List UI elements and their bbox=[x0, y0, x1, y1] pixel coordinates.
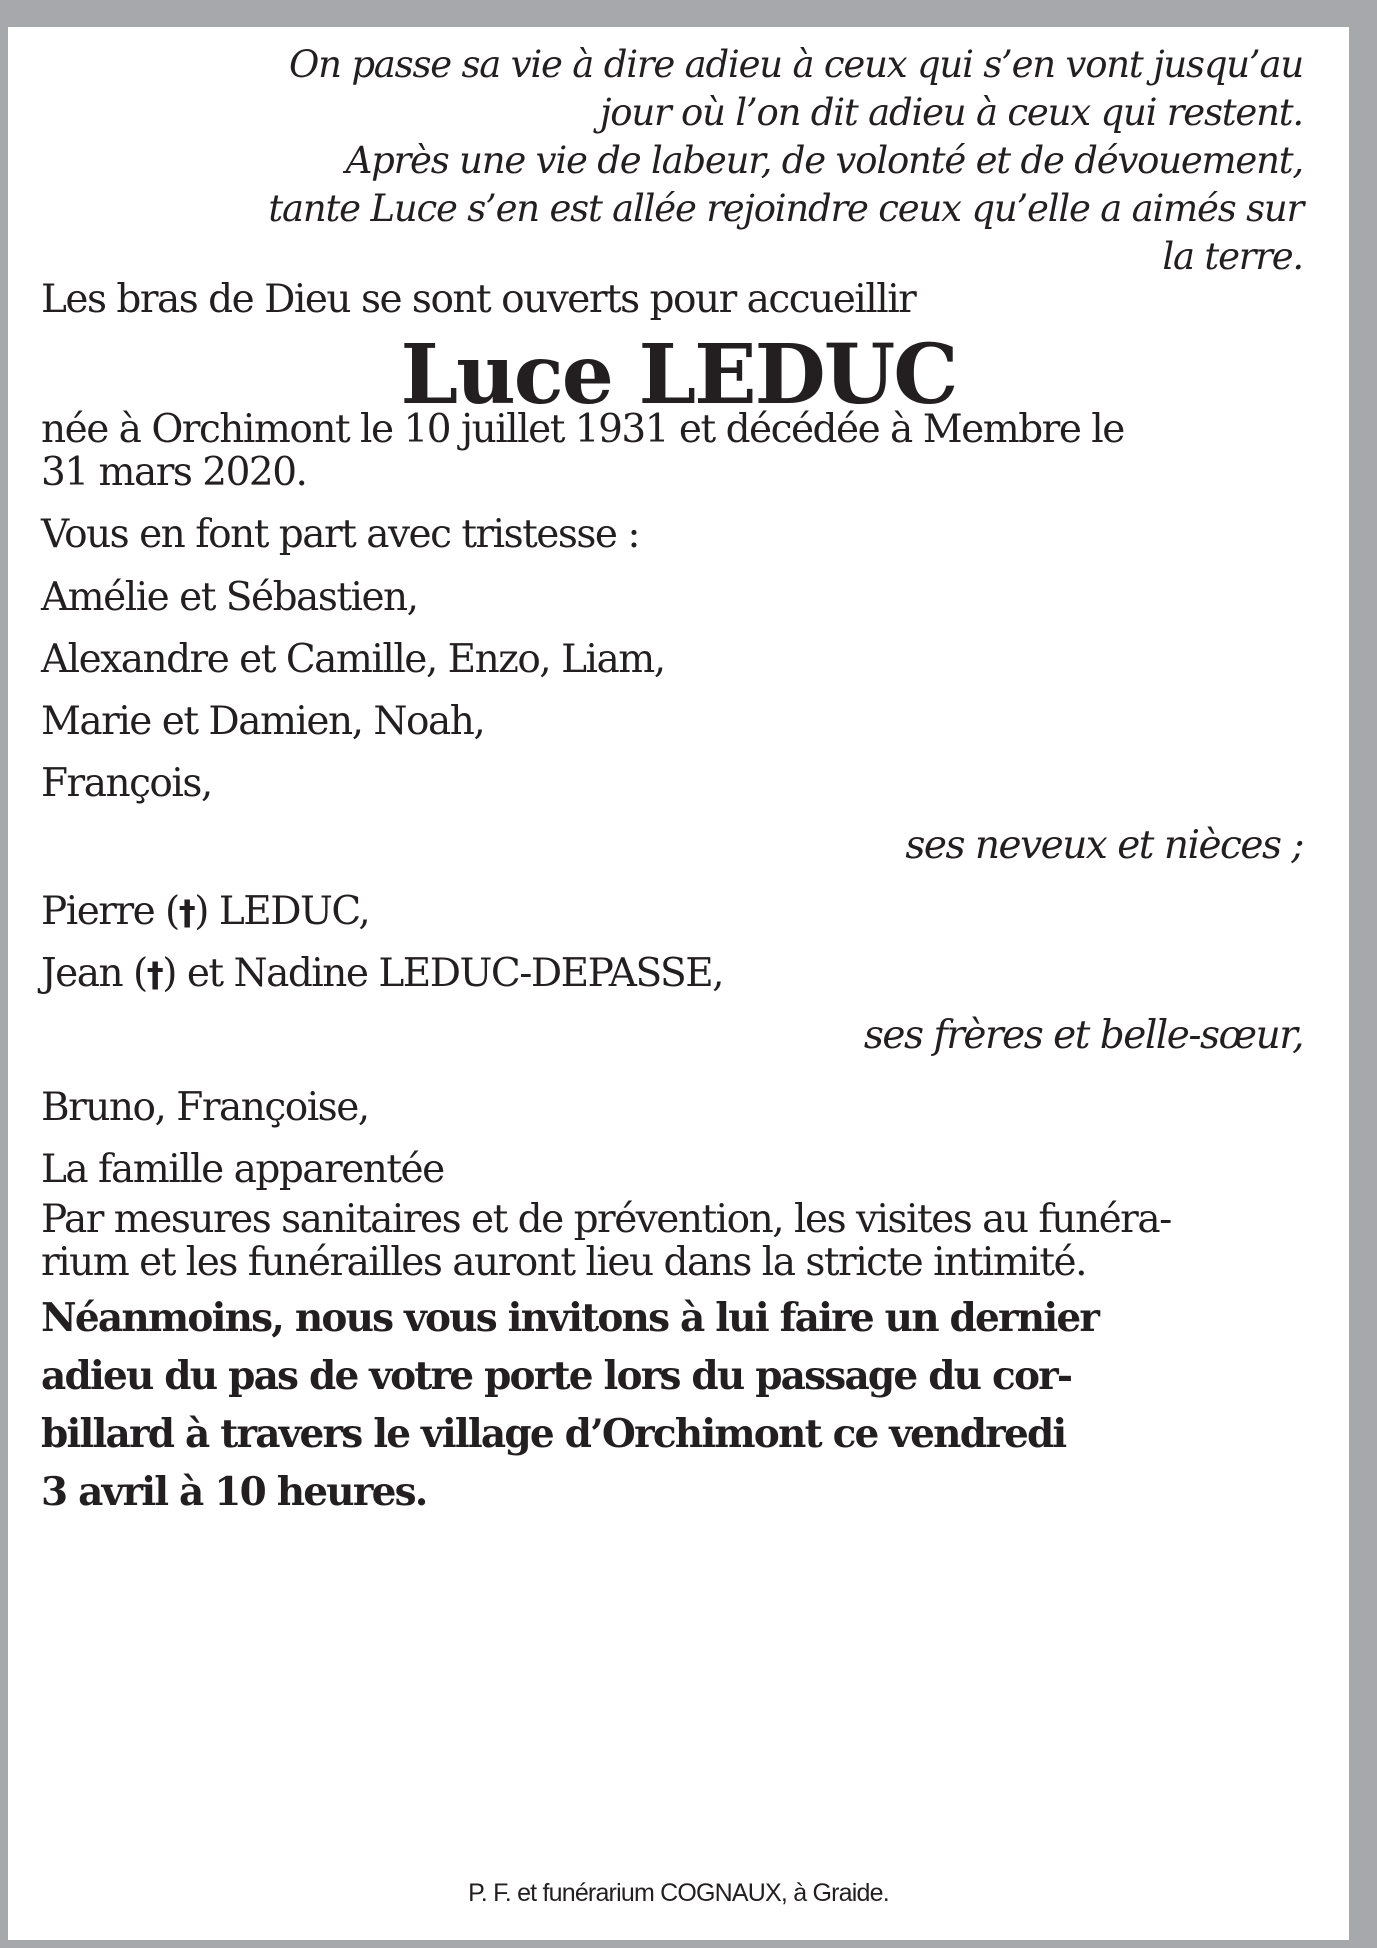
intro-text: Les bras de Dieu se sont ouverts pour accueillir bbox=[41, 277, 916, 322]
others-line: Bruno, Françoise, bbox=[41, 1085, 369, 1130]
notice-line: rium et les funérailles auront lieu dans la stricte intimité. bbox=[41, 1240, 1087, 1285]
nephews-label: ses neveux et nièces ; bbox=[905, 823, 1303, 868]
poem-line: tante Luce s’en est allée rejoindre ceux qu’elle a aimés sur bbox=[268, 187, 1303, 230]
relative-line: Amélie et Sébastien, bbox=[41, 575, 418, 620]
invitation-line: 3 avril à 10 heures. bbox=[41, 1469, 427, 1515]
invitation bbox=[41, 1289, 1098, 1521]
invitation-line: billard à travers le village d’Orchimont ce vendredi bbox=[41, 1411, 1066, 1457]
family-line: La famille apparentée bbox=[41, 1147, 444, 1192]
sibling-line bbox=[41, 889, 369, 934]
sibling-name: Pierre ( bbox=[41, 889, 179, 934]
sibling-rest: ) et Nadine LEDUC-DEPASSE, bbox=[162, 951, 724, 996]
poem bbox=[268, 41, 1303, 281]
deceased-name: Luce LEDUC bbox=[400, 327, 957, 423]
relative-line: Marie et Damien, Noah, bbox=[41, 699, 485, 744]
siblings-label: ses frères et belle-sœur, bbox=[863, 1013, 1303, 1058]
notice-line: Par mesures sanitaires et de prévention, les visites au funéra- bbox=[41, 1197, 1171, 1242]
obituary-card bbox=[8, 27, 1349, 1940]
funeral-home-footer: P. F. et funérarium COGNAUX, à Graide. bbox=[468, 1879, 889, 1907]
announcement-text: Vous en font part avec tristesse : bbox=[41, 512, 640, 557]
poem-line: la terre. bbox=[1162, 235, 1303, 278]
cross-icon: † bbox=[178, 893, 195, 933]
relative-line: Alexandre et Camille, Enzo, Liam, bbox=[41, 637, 665, 682]
cross-icon: † bbox=[146, 955, 163, 995]
poem-line: Après une vie de labeur, de volonté et de dévouement, bbox=[345, 139, 1303, 182]
sibling-rest: ) LEDUC, bbox=[194, 889, 370, 934]
poem-line: On passe sa vie à dire adieu à ceux qui s’en vont jusqu’au bbox=[289, 43, 1303, 86]
sibling-line bbox=[41, 951, 723, 996]
sibling-name: Jean ( bbox=[41, 951, 147, 996]
invitation-line: adieu du pas de votre porte lors du passage du cor- bbox=[41, 1353, 1072, 1399]
invitation-line: Néanmoins, nous vous invitons à lui faire un dernier bbox=[41, 1295, 1099, 1341]
birth-death-line: née à Orchimont le 10 juillet 1931 et décédée à Membre le bbox=[41, 407, 1124, 452]
relative-line: François, bbox=[41, 761, 212, 806]
birth-death-line: 31 mars 2020. bbox=[41, 450, 307, 495]
poem-line: jour où l’on dit adieu à ceux qui restent. bbox=[600, 91, 1303, 134]
